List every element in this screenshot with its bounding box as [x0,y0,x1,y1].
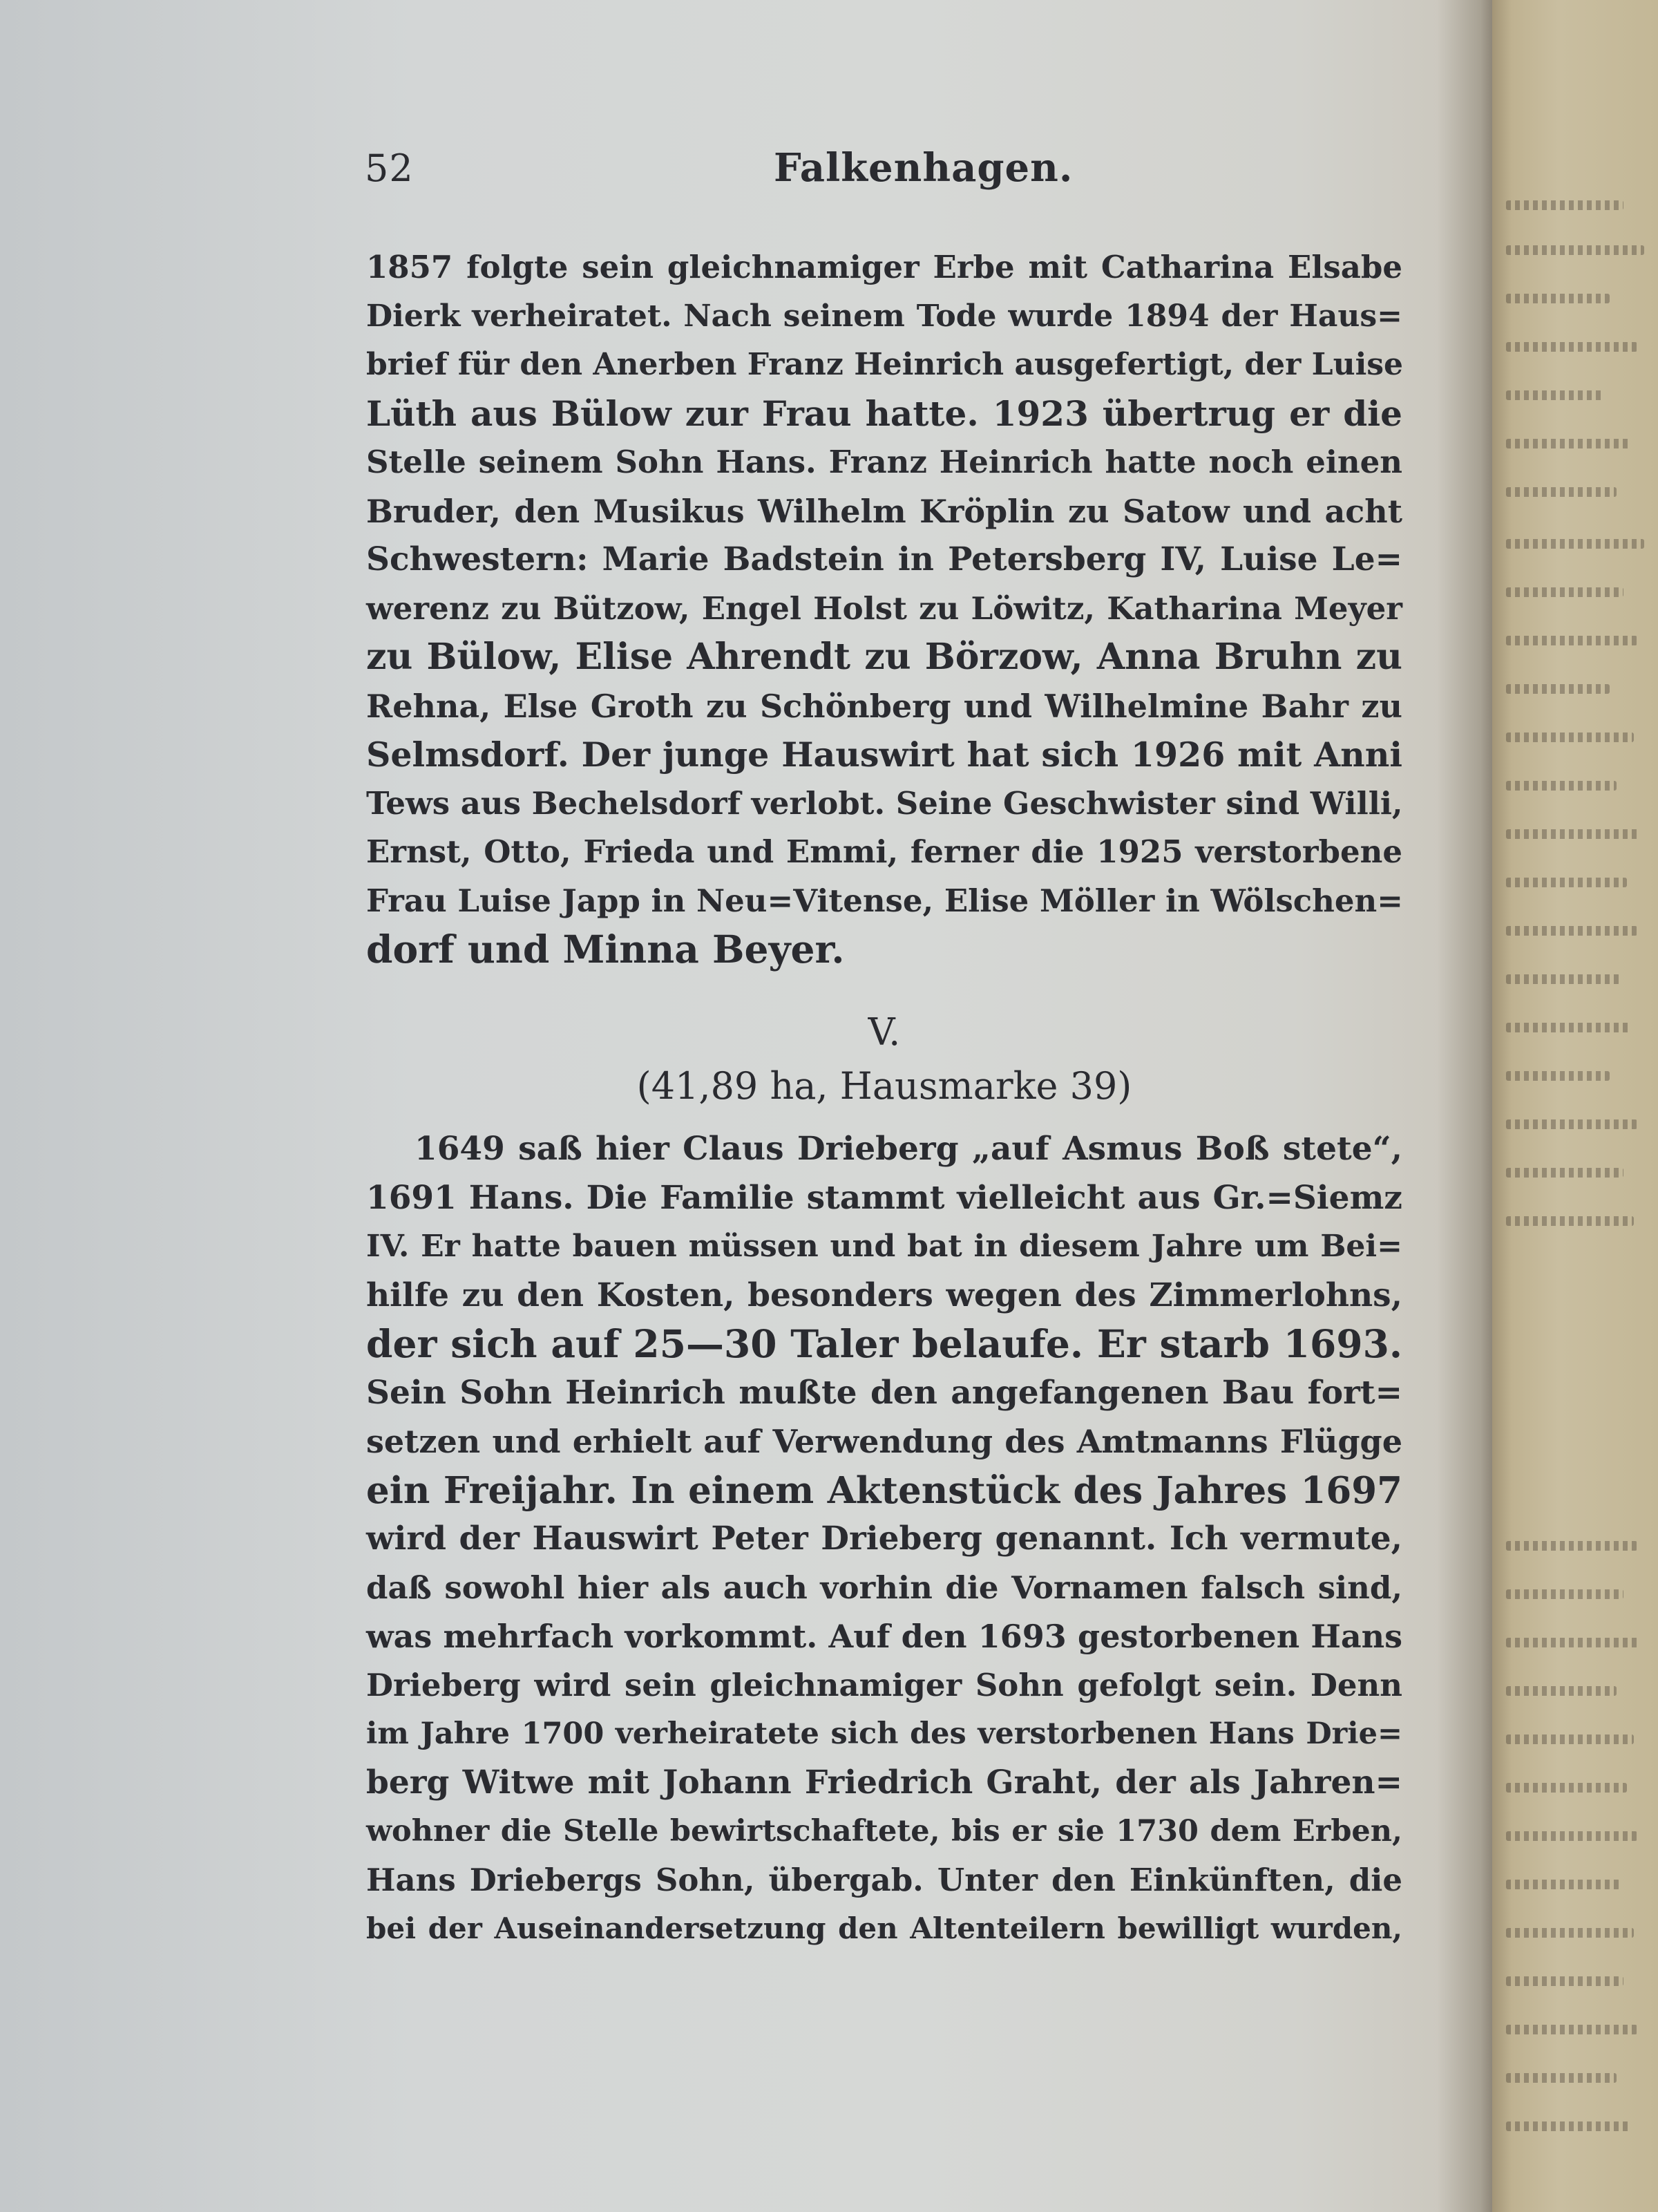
text-line: Hans Driebergs Sohn, übergab. Unter den Einkünften, die [366,1861,1402,1898]
text-line: 1649 saß hier Claus Drieberg „auf Asmus Boß stete“, [414,1130,1402,1168]
text-line: berg Witwe mit Johann Friedrich Graht, der als Jahren= [366,1763,1402,1802]
running-title: Falkenhagen. [774,145,1074,191]
paragraph-falkenhagen-iv-continued [366,243,1402,974]
text-line: daß sowohl hier als auch vorhin die Vornamen falsch sind, [366,1569,1402,1606]
paragraph-section-v [366,1125,1402,1954]
text-line: 1691 Hans. Die Familie stammt vielleicht aus Gr.=Siemz [366,1178,1402,1217]
text-line: im Jahre 1700 verheiratete sich des verstorbenen Hans Drie= [366,1717,1402,1751]
text-line: der sich auf 25—30 Taler belaufe. Er starb 1693. [366,1321,1402,1366]
text-line: Dierk verheiratet. Nach seinem Tode wurde 1894 der Haus= [366,298,1402,334]
text-line: werenz zu Bützow, Engel Holst zu Löwitz, Katharina Meyer [366,589,1402,627]
text-line: dorf und Minna Beyer. [366,927,845,972]
text-line: ein Freijahr. In einem Aktenstück des Jahres 1697 [366,1468,1402,1512]
text-line: 1857 folgte sein gleichnamiger Erbe mit Catharina Elsabe [366,249,1402,285]
page-number: 52 [365,146,414,190]
text-line: wohner die Stelle bewirtschaftete, bis er sie 1730 dem Erben, [366,1814,1402,1849]
text-line: Schwestern: Marie Badstein in Petersberg IV, Luise Le= [366,540,1402,578]
text-line: Tews aus Bechelsdorf verlobt. Seine Geschwister sind Willi, [366,784,1403,822]
text-line: setzen und erhielt auf Verwendung des Amtmanns Flügge [366,1423,1402,1460]
text-line: Selmsdorf. Der junge Hauswirt hat sich 1926 mit Anni [366,735,1402,775]
text-line: was mehrfach vorkommt. Auf den 1693 gestorbenen Hans [366,1618,1402,1655]
text-line: Ernst, Otto, Frieda und Emmi, ferner die 1925 verstorbene [366,833,1402,870]
text-line: Bruder, den Musikus Wilhelm Kröplin zu Satow und acht [366,492,1402,530]
text-line: zu Bülow, Elise Ahrendt zu Börzow, Anna Bruhn zu [366,636,1402,678]
section-heading-numeral: V. [868,1010,901,1054]
text-line: Drieberg wird sein gleichnamiger Sohn gefolgt sein. Denn [366,1666,1402,1703]
text-line: bei der Auseinandersetzung den Altenteilern bewilligt wurden, [366,1911,1402,1945]
text-line: Lüth aus Bülow zur Frau hatte. 1923 übertrug er die [366,393,1402,434]
text-line: Stelle seinem Sohn Hans. Franz Heinrich hatte noch einen [366,444,1402,480]
section-heading-info: (41,89 ha, Hausmarke 39) [636,1064,1132,1108]
text-line: IV. Er hatte bauen müssen und bat in diesem Jahre um Bei= [366,1229,1402,1264]
text-line: hilfe zu den Kosten, besonders wegen des Zimmerlohns, [366,1276,1402,1314]
text-line: wird der Hauswirt Peter Drieberg genannt. Ich vermute, [366,1520,1402,1558]
text-line: Rehna, Else Groth zu Schönberg und Wilhelmine Bahr zu [366,687,1402,725]
text-line: Frau Luise Japp in Neu=Vitense, Elise Möller in Wölschen= [366,882,1403,919]
text-line: Sein Sohn Heinrich mußte den angefangenen Bau fort= [366,1373,1402,1412]
text-line: brief für den Anerben Franz Heinrich ausgefertigt, der Luise [366,347,1404,382]
